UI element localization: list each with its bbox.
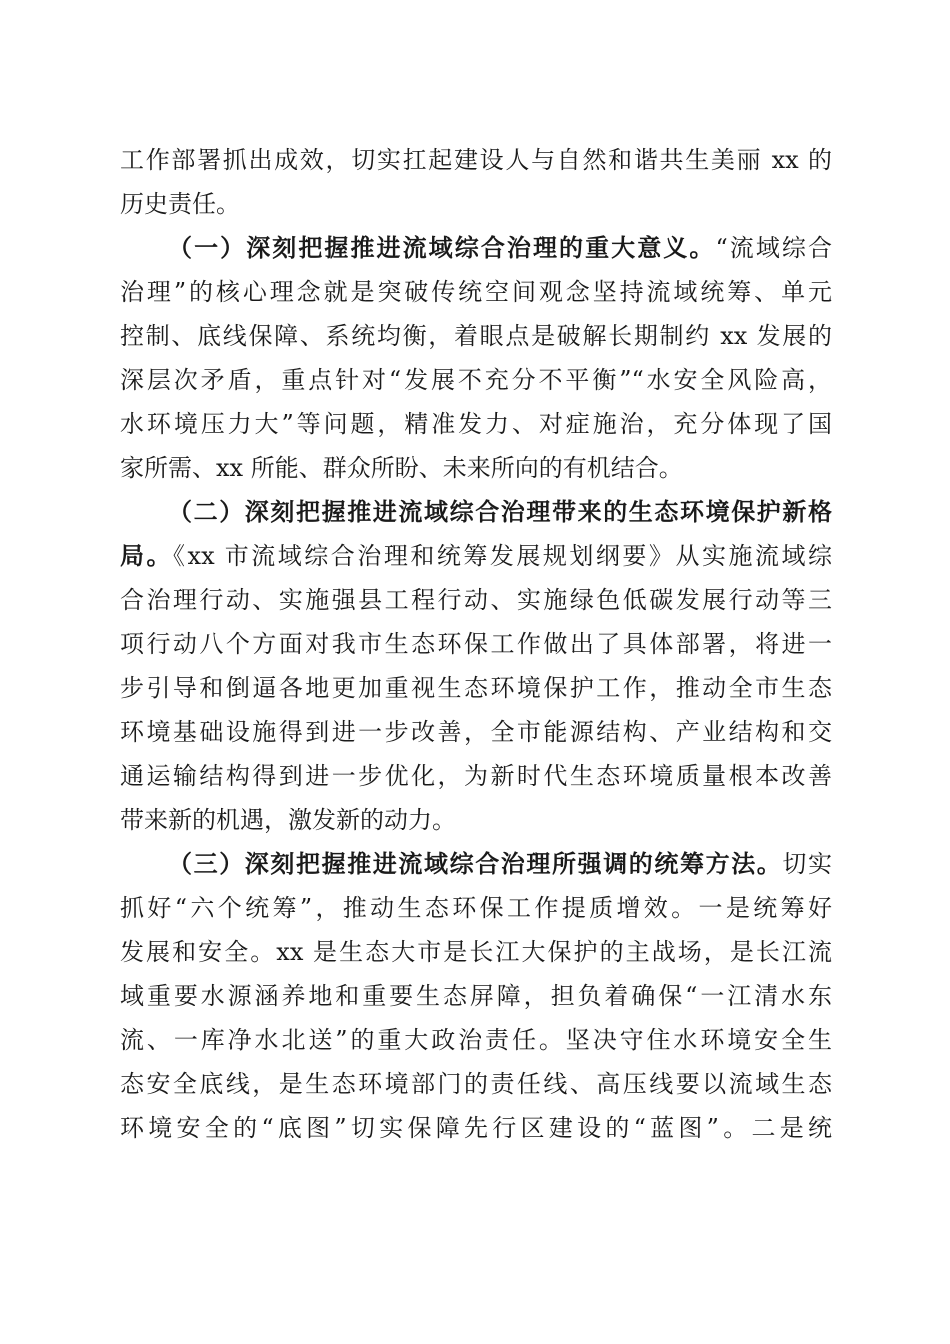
text-line: 抓好“六个统筹”，推动生态环保工作提质增效。一是统筹好 bbox=[120, 894, 832, 922]
text-line: 环境基础设施得到进一步改善，全市能源结构、产业结构和交 bbox=[120, 718, 832, 746]
text-line: 家所需、xx 所能、群众所盼、未来所向的有机结合。 bbox=[120, 454, 683, 482]
text-line: 历史责任。 bbox=[120, 190, 240, 218]
text-line: 合治理行动、实施强县工程行动、实施绿色低碳发展行动等三 bbox=[120, 586, 832, 614]
text-span: “流域综合 bbox=[715, 234, 832, 262]
text-line: 项行动八个方面对我市生态环保工作做出了具体部署，将进一 bbox=[120, 630, 832, 658]
text-line: 深层次矛盾，重点针对“发展不充分不平衡”“水安全风险高， bbox=[120, 366, 832, 394]
text-line: 通运输结构得到进一步优化，为新时代生态环境质量根本改善 bbox=[120, 762, 832, 790]
text-span: 《xx 市流域综合治理和统筹发展规划纲要》从实施流域综 bbox=[173, 542, 833, 570]
text-line: 态安全底线，是生态环境部门的责任线、高压线要以流域生态 bbox=[120, 1070, 832, 1098]
section-heading-1: （一）深刻把握推进流域综合治理的重大意义。 bbox=[168, 233, 716, 262]
text-line: 控制、底线保障、系统均衡，着眼点是破解长期制约 xx 发展的 bbox=[120, 322, 832, 350]
text-line: 水环境压力大”等问题，精准发力、对症施治，充分体现了国 bbox=[120, 410, 832, 438]
section-heading-2-end: 局。 bbox=[120, 541, 174, 570]
text-line: 流、一库净水北送”的重大政治责任。坚决守住水环境安全生 bbox=[120, 1026, 832, 1054]
text-line bbox=[120, 842, 832, 886]
section-heading-3: （三）深刻把握推进流域综合治理所强调的统筹方法。 bbox=[168, 849, 783, 878]
text-line: 步引导和倒逼各地更加重视生态环境保护工作，推动全市生态 bbox=[120, 674, 832, 702]
text-line: 环境安全的“底图”切实保障先行区建设的“蓝图”。二是统 bbox=[120, 1114, 832, 1142]
text-line: 带来新的机遇，激发新的动力。 bbox=[120, 806, 456, 834]
text-line bbox=[120, 534, 832, 578]
text-line: 工作部署抓出成效，切实扛起建设人与自然和谐共生美丽 xx 的 bbox=[120, 146, 832, 174]
text-span: 切实 bbox=[782, 850, 833, 878]
text-line: 发展和安全。xx 是生态大市是长江大保护的主战场，是长江流 bbox=[120, 938, 832, 966]
text-line: 域重要水源涵养地和重要生态屏障，担负着确保“一江清水东 bbox=[120, 982, 832, 1010]
text-line bbox=[120, 226, 832, 270]
document-page bbox=[120, 138, 832, 1150]
section-heading-2: （二）深刻把握推进流域综合治理带来的生态环境保护新格 bbox=[168, 497, 832, 526]
text-line: 治理”的核心理念就是突破传统空间观念坚持流域统筹、单元 bbox=[120, 278, 832, 306]
